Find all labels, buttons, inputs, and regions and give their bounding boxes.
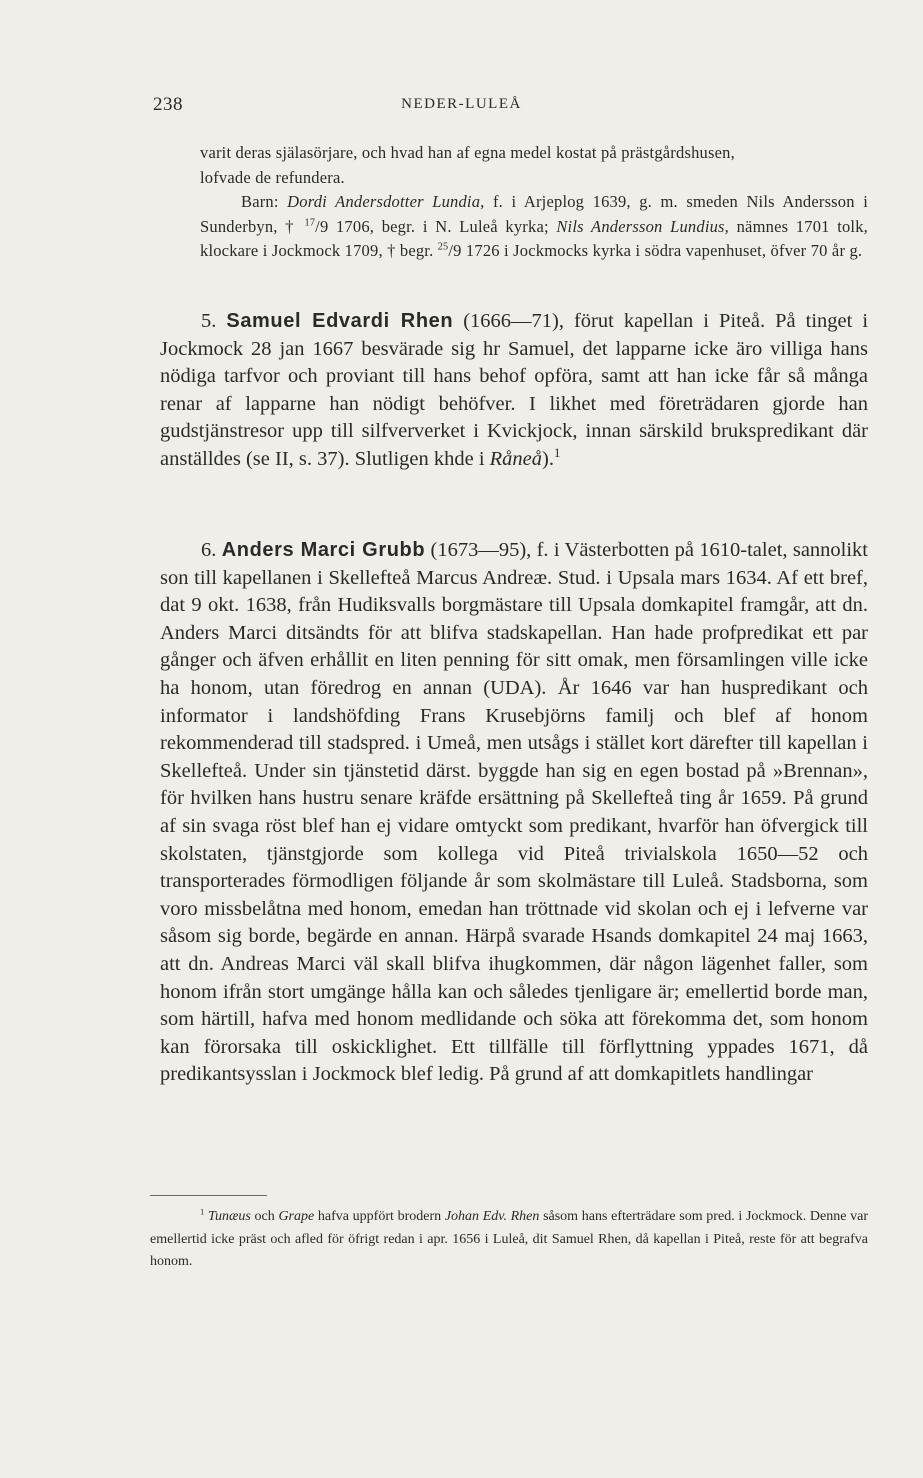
running-title: NEDER-LULEÅ bbox=[401, 96, 522, 112]
footnote-text-b: såsom hans efterträdare som pred. i Jockmock. Denne var emellertid icke präst och afled för öfrigt redan i apr. 1656 i Luleå, dit Samuel Rhen, då kapellan i Piteå, reste för att begrafva honom. bbox=[150, 1209, 868, 1269]
entry-6-text: (1673—95), f. i Västerbotten på 1610-talet, sannolikt son till kapellanen i Skellefteå Marcus Andreæ. Stud. i Upsala mars 1634. Af ett bref, dat 9 okt. 1638, från Hudiksvalls borgmästare till Upsala domkapitel framgår, att dn. Anders Marci ditsändts för att blifva stadskapellan. Han hade profpredikat ett par gånger och äfven erhållit en liten penning för sitt omak, men församlingen ville icke ha honom, utan föredrog en annan (UDA). År 1646 var han huspredikant och informator i landshöfding Frans Krusebjörns familj och blef af honom rekommenderad till stadspred. i Umeå, men utsågs i stället kort därefter till kapellan i Skellefteå. Under sin tjänstetid därst. byggde han sig en egen bostad på »Brennan», för hvilken hans hustru senare kräfde ersättning på Skellefteå ting år 1659. På grund af sin svaga röst blef han ej vidare omtyckt som predikant, hvarför han öfvergick till skolstaten, tjänstgjorde som kollega vid Piteå trivialskola 1650—52 och transporterades förmodligen följande år som skolmästare till Luleå. Stadsborna, som voro missbelåtna med honom, emedan han tröttnade vid skolan och ej i lefverne var såsom sig borde, begärde en annan. Härpå svarade Hsands domkapitel 24 maj 1663, att dn. Andreas Marci väl skall blifva ihugkommen, där någon lägenhet faller, som honom ifrån stort umgänge hålla kan och således tjenligare är; emellertid borde man, som härtill, hafva med honom medlidande och söka att förekomma det, som honom kan förorsaka till oskicklighet. Ett tillfälle till förflyttning yppades 1671, då predikantsysslan i Jockmock blef ledig. På grund af att domkapitlets handlingar bbox=[160, 539, 869, 1086]
entry-number: 6. bbox=[201, 539, 222, 561]
child1-date-sup: 17 bbox=[304, 217, 316, 229]
entry-5-place: Råneå bbox=[489, 447, 543, 470]
entry-5-paragraph bbox=[160, 308, 868, 474]
footnote-name1: Tunæus bbox=[208, 1209, 251, 1224]
child1-name: Dordi Andersdotter Lundia, bbox=[287, 192, 485, 212]
footnote-paragraph bbox=[150, 1206, 868, 1274]
footnote-name2: Grape bbox=[278, 1209, 315, 1224]
entry-name: Samuel Edvardi Rhen bbox=[226, 310, 454, 332]
footnote-divider bbox=[150, 1195, 267, 1196]
child2-name: Nils Andersson Lundius, bbox=[556, 216, 730, 236]
intro-line bbox=[200, 166, 868, 191]
entry-6-paragraph bbox=[160, 537, 868, 1089]
children-prefix: Barn: bbox=[241, 192, 288, 212]
page-number: 238 bbox=[153, 94, 183, 115]
entry-6 bbox=[160, 537, 868, 1089]
child1-date-sub: /9 bbox=[315, 216, 329, 236]
entry-number: 5. bbox=[201, 310, 227, 332]
entry-name: Anders Marci Grubb bbox=[221, 539, 426, 561]
footnote-reference: 1 bbox=[553, 446, 561, 461]
child1-text: f. i Arjeplog 1639, g. m. smeden Nils Andersson i Sunderbyn, † bbox=[200, 192, 868, 236]
footnote-name3: Johan Edv. Rhen bbox=[444, 1209, 540, 1224]
child2-text2: 1726 i Jockmocks kyrka i södra vapenhuset, öfver 70 år g. bbox=[461, 241, 863, 261]
intro-text-1: varit deras själasörjare, och hvad han af egna medel kostat på prästgårdshusen, bbox=[200, 143, 735, 162]
children-paragraph bbox=[200, 190, 868, 264]
child1-text2: 1706, begr. i N. Luleå kyrka; bbox=[328, 216, 557, 236]
entry-5-text-end: ). bbox=[542, 447, 554, 470]
footnote bbox=[150, 1206, 868, 1274]
child2-date-sub: /9 bbox=[448, 241, 462, 261]
entry-5-text: (1666—71), förut kapellan i Piteå. På tinget i Jockmock 28 jan 1667 besvärade sig hr Samuel, det lapparne icke äro villiga hans nödiga tarfvor och proviant till hans behof opföra, samt att han icke får så många renar af lapparne han nödigt behöfver. I likhet med företrädaren gjorde han gudstjänstresor upp till silfververket i Kvickjock, innan särskild brukspredikant där anställdes (se II, s. 37). Slutligen khde i bbox=[160, 310, 869, 470]
entry-5 bbox=[160, 308, 868, 474]
footnote-text-a: hafva uppfört brodern bbox=[314, 1209, 445, 1224]
intro-paragraph bbox=[200, 141, 868, 264]
intro-text-2: lofvade de refundera. bbox=[200, 167, 345, 187]
child2-text: nämnes 1701 tolk, klockare i Jockmock 1709, † begr. bbox=[200, 216, 868, 261]
intro-line bbox=[200, 141, 868, 166]
child2-date-sup: 25 bbox=[437, 241, 449, 253]
footnote-marker: 1 bbox=[200, 1206, 205, 1217]
footnote-and: och bbox=[250, 1209, 279, 1224]
